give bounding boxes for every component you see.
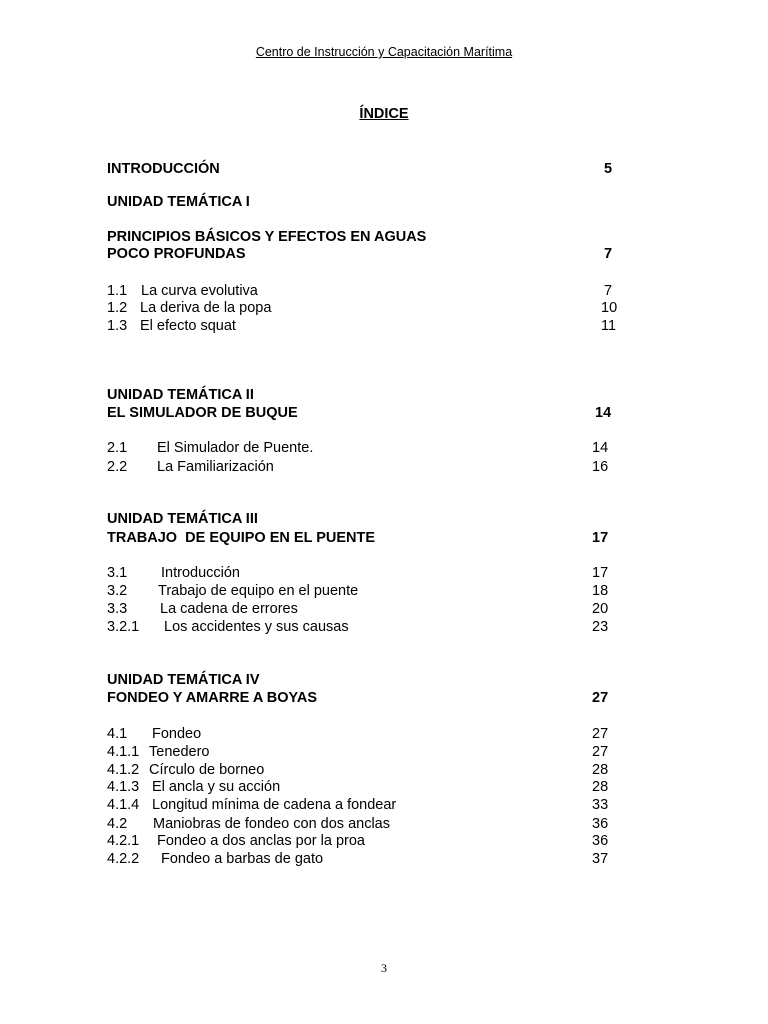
toc-entry-text: La Familiarización [157, 459, 274, 475]
toc-entry-label [107, 671, 260, 689]
toc-entry-page: 7 [604, 283, 613, 299]
toc-entry [107, 850, 627, 868]
toc-entry-text: La deriva de la popa [140, 300, 272, 316]
toc-entry [107, 618, 627, 636]
toc-entry-label [107, 850, 323, 868]
toc-entry-label [107, 778, 280, 796]
toc-entry-page: 33 [592, 797, 609, 813]
toc-entry-number: 2.2 [107, 459, 128, 475]
toc-entry-number: 4.1.1 [107, 744, 140, 760]
toc-entry-number: 3.2.1 [107, 619, 140, 635]
toc-entry [107, 529, 627, 547]
toc-entry-text: Tenedero [149, 744, 210, 760]
toc-entry-text: INTRODUCCIÓN [107, 161, 220, 177]
toc-entry-text: Trabajo de equipo en el puente [158, 583, 359, 599]
toc-entry-number: 4.1.3 [107, 779, 140, 795]
toc-entry-number: 1.2 [107, 300, 128, 316]
toc-entry-text: UNIDAD TEMÁTICA IV [107, 672, 260, 688]
toc-entry [107, 193, 627, 211]
toc-entry-label [107, 404, 298, 422]
toc-entry [107, 815, 627, 833]
toc-entry [107, 832, 627, 850]
toc-entry [107, 245, 627, 263]
toc-entry-number: 4.2.2 [107, 851, 140, 867]
toc-entry-label [107, 458, 274, 476]
toc-entry-label [107, 193, 250, 211]
toc-entry-page: 11 [601, 318, 617, 334]
document-header: Centro de Instrucción y Capacitación Marítima [255, 45, 513, 59]
toc-entry-text: La curva evolutiva [141, 283, 258, 299]
toc-entry-label [107, 761, 264, 779]
toc-entry [107, 317, 627, 335]
toc-entry-label [107, 439, 313, 457]
toc-entry-label [107, 564, 240, 582]
toc-entry-label [107, 245, 246, 263]
toc-entry [107, 778, 627, 796]
toc-entry [107, 160, 627, 178]
toc-entry-text: El ancla y su acción [152, 779, 281, 795]
toc-entry-label [107, 582, 358, 600]
toc-entry [107, 671, 627, 689]
toc-entry-text: Introducción [161, 565, 240, 581]
toc-entry-label [107, 317, 236, 335]
toc-entry-text: PRINCIPIOS BÁSICOS Y EFECTOS EN AGUAS [107, 229, 427, 245]
toc-entry [107, 458, 627, 476]
toc-entry [107, 282, 627, 300]
toc-entry [107, 761, 627, 779]
toc-entry-text: POCO PROFUNDAS [107, 246, 246, 262]
toc-entry [107, 299, 627, 317]
toc-entry [107, 582, 627, 600]
toc-entry-page: 36 [592, 833, 609, 849]
toc-entry-text: Fondeo a dos anclas por la proa [157, 833, 365, 849]
toc-entry [107, 689, 627, 707]
toc-entry-page: 14 [595, 405, 612, 421]
toc-entry [107, 228, 627, 246]
toc-entry-label [107, 386, 254, 404]
toc-entry-page: 5 [604, 161, 613, 177]
toc-entry-text: El efecto squat [140, 318, 236, 334]
toc-entry-page: 14 [592, 440, 609, 456]
toc-entry-number: 1.1 [107, 283, 128, 299]
toc-entry [107, 404, 627, 422]
toc-entry-number: 4.2.1 [107, 833, 140, 849]
toc-entry [107, 600, 627, 618]
index-title: ÍNDICE [359, 106, 409, 122]
toc-entry-text: Maniobras de fondeo con dos anclas [153, 816, 390, 832]
toc-entry-page: 16 [592, 459, 609, 475]
toc-entry-page: 36 [592, 816, 609, 832]
toc-entry-text: EL SIMULADOR DE BUQUE [107, 405, 298, 421]
toc-entry-text: UNIDAD TEMÁTICA II [107, 387, 254, 403]
toc-entry-number: 4.1.2 [107, 762, 140, 778]
toc-entry-label [107, 815, 390, 833]
toc-entry-text: El Simulador de Puente. [157, 440, 314, 456]
toc-entry-label [107, 618, 349, 636]
toc-entry-text: FONDEO Y AMARRE A BOYAS [107, 690, 318, 706]
toc-entry [107, 510, 627, 528]
toc-entry-number: 3.1 [107, 565, 128, 581]
toc-entry-text: UNIDAD TEMÁTICA III [107, 511, 258, 527]
toc-entry [107, 725, 627, 743]
toc-entry-page: 27 [592, 690, 609, 706]
toc-entry-page: 27 [592, 726, 609, 742]
toc-entry-number: 2.1 [107, 440, 128, 456]
toc-entry-label [107, 299, 271, 317]
toc-entry-number: 3.2 [107, 583, 128, 599]
toc-entry-text: Los accidentes y sus causas [164, 619, 349, 635]
toc-entry-number: 1.3 [107, 318, 128, 334]
toc-entry-page: 28 [592, 762, 609, 778]
toc-entry-page: 7 [604, 246, 613, 262]
toc-entry-page: 37 [592, 851, 609, 867]
toc-entry-page: 23 [592, 619, 609, 635]
toc-entry-page: 20 [592, 601, 609, 617]
toc-entry-label [107, 832, 365, 850]
toc-entry-text: Fondeo [152, 726, 202, 742]
toc-entry-number: 4.2 [107, 816, 128, 832]
toc-entry-text: UNIDAD TEMÁTICA I [107, 194, 250, 210]
toc-entry-number: 4.1 [107, 726, 128, 742]
toc-entry-label [107, 725, 201, 743]
toc-entry-text: TRABAJO DE EQUIPO EN EL PUENTE [107, 530, 376, 546]
toc-entry-label [107, 600, 298, 618]
toc-entry-label [107, 510, 258, 528]
toc-entry-page: 17 [592, 565, 609, 581]
toc-entry [107, 439, 627, 457]
toc-entry-label [107, 282, 258, 300]
toc-entry-page: 27 [592, 744, 609, 760]
toc-entry-page: 18 [592, 583, 609, 599]
toc-entry-text: Círculo de borneo [149, 762, 265, 778]
toc-entry-label [107, 529, 375, 547]
toc-entry-page: 10 [601, 300, 618, 316]
toc-entry-label [107, 689, 317, 707]
toc-entry-text: Fondeo a barbas de gato [161, 851, 324, 867]
toc-entry-label [107, 228, 426, 246]
toc-entry-text: La cadena de errores [160, 601, 298, 617]
toc-entry-page: 28 [592, 779, 609, 795]
toc-entry-label [107, 160, 220, 178]
toc-entry-page: 17 [592, 530, 609, 546]
toc-entry-label [107, 743, 209, 761]
toc-entry [107, 386, 627, 404]
toc-entry-number: 4.1.4 [107, 797, 140, 813]
toc-entry-text: Longitud mínima de cadena a fondear [152, 797, 397, 813]
toc-entry [107, 564, 627, 582]
toc-entry-number: 3.3 [107, 601, 128, 617]
toc-entry [107, 743, 627, 761]
toc-entry [107, 796, 627, 814]
page-number: 3 [381, 961, 387, 975]
toc-entry-label [107, 796, 396, 814]
